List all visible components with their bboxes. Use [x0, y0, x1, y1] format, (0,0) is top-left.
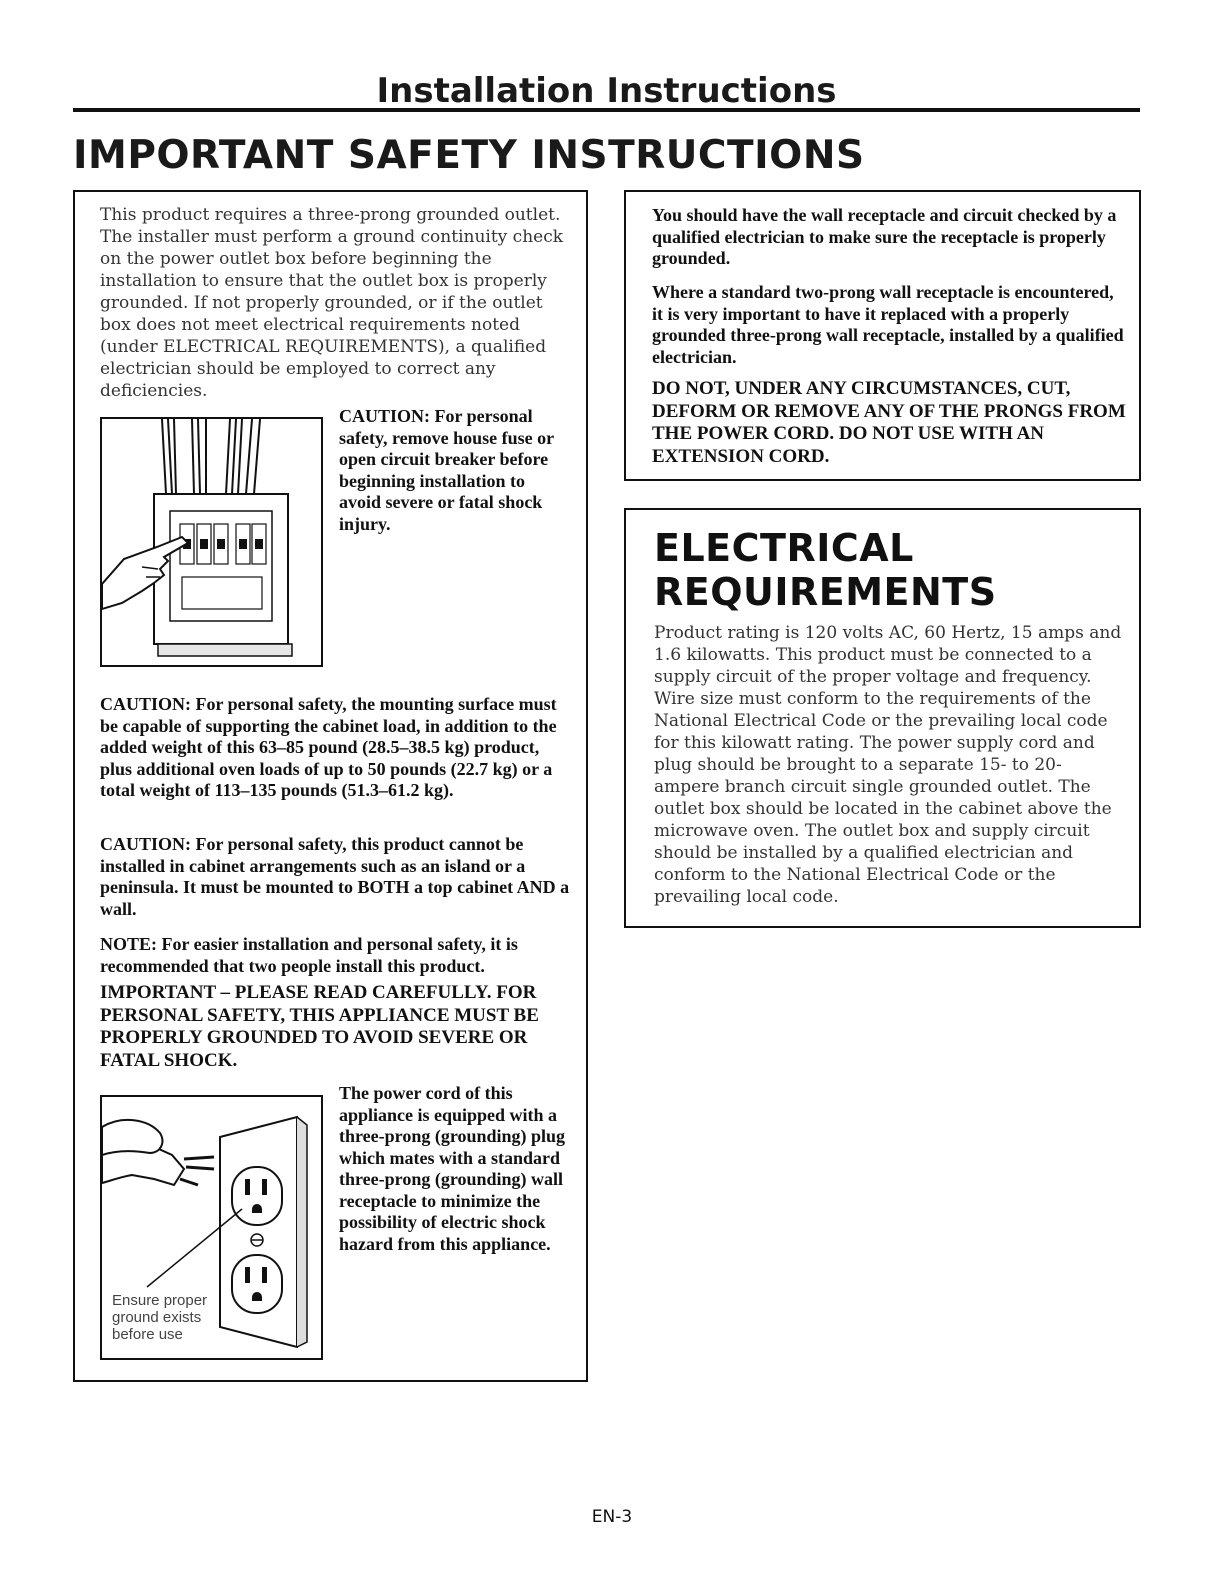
outlet-figure: [100, 1095, 323, 1360]
electrical-requirements-box: [624, 508, 1141, 928]
electrical-heading: [654, 526, 997, 614]
important-text: IMPORTANT – PLEASE READ CAREFULLY. FOR PERSONAL SAFETY, THIS APPLIANCE MUST BE PROPERLY GROUNDED TO AVOID SEVERE OR FATAL SHOCK.: [100, 982, 539, 1071]
receptacle-check-text: You should have the wall receptacle and circuit checked by a qualified electrician to make sure the receptacle is properly grounded.: [652, 205, 1117, 268]
intro-paragraph: This product requires a three-prong grounded outlet. The installer must perform a ground continuity check on the power outlet box before beginning the installation to ensure that the outlet box is properly grounded. If not properly grounded, or if the outlet box does not meet electrical requirements noted (under ELECTRICAL REQUIREMENTS), a qualified electrician should be employed to correct any deficiencies.: [100, 205, 564, 401]
page-header: [73, 72, 1140, 112]
breaker-panel-figure: [100, 417, 323, 667]
electrical-heading-line1: ELECTRICAL: [654, 526, 914, 570]
figure-caption: Ensure proper ground exists before use: [112, 1292, 208, 1343]
safety-box-right: [624, 190, 1141, 481]
caution-fuse-text: CAUTION: For personal safety, remove house fuse or open circuit breaker before beginning installation to avoid severe or fatal shock injury.: [339, 406, 554, 534]
page-number: EN-3: [591, 1507, 633, 1527]
two-prong-text: Where a standard two-prong wall receptacle is encountered, it is very important to have it replaced with a properly grounded three-prong wall receptacle, installed by a qualified electrician.: [652, 282, 1124, 367]
section-title: IMPORTANT SAFETY INSTRUCTIONS: [73, 133, 865, 178]
breaker-panel-illustration: [102, 419, 321, 665]
electrical-heading-line2: REQUIREMENTS: [654, 570, 997, 614]
safety-box-left: [73, 190, 588, 1382]
electrical-body: Product rating is 120 volts AC, 60 Hertz, 15 amps and 1.6 kilowatts. This product must be connected to a supply circuit of the proper voltage and frequency. Wire size must conform to the requirements of the National Electrical Code or the prevailing local code for this kilowatt rating. The power supply cord and plug should be brought to a separate 15- to 20- ampere branch circuit single grounded outlet. The outlet box should be located in the cabinet above the microwave oven. The outlet box and supply circuit should be installed by a qualified electrician and conform to the National Electrical Code or the prevailing local code.: [654, 623, 1122, 907]
header-title: Installation Instructions: [376, 71, 837, 111]
power-cord-text: The power cord of this appliance is equipped with a three-prong (grounding) plug which mates with a standard three-prong (grounding) wall receptacle to minimize the possibility of electric shock hazard from this appliance.: [339, 1083, 566, 1254]
prongs-warning-text: DO NOT, UNDER ANY CIRCUMSTANCES, CUT, DEFORM OR REMOVE ANY OF THE PRONGS FROM THE POWER CORD. DO NOT USE WITH AN EXTENSION CORD.: [652, 378, 1126, 467]
caution-mounting-text: CAUTION: For personal safety, the mounting surface must be capable of supporting the cabinet load, in addition to the added weight of this 63–85 pound (28.5–38.5 kg) product, plus additional oven loads of up to 50 pounds (22.7 kg) or a total weight of 113–135 pounds (51.3–61.2 kg).: [100, 694, 557, 800]
caution-island-text: CAUTION: For personal safety, this product cannot be installed in cabinet arrangements such as an island or a peninsula. It must be mounted to BOTH a top cabinet AND a wall.: [100, 834, 570, 919]
note-text: NOTE: For easier installation and personal safety, it is recommended that two people install this product.: [100, 934, 518, 976]
